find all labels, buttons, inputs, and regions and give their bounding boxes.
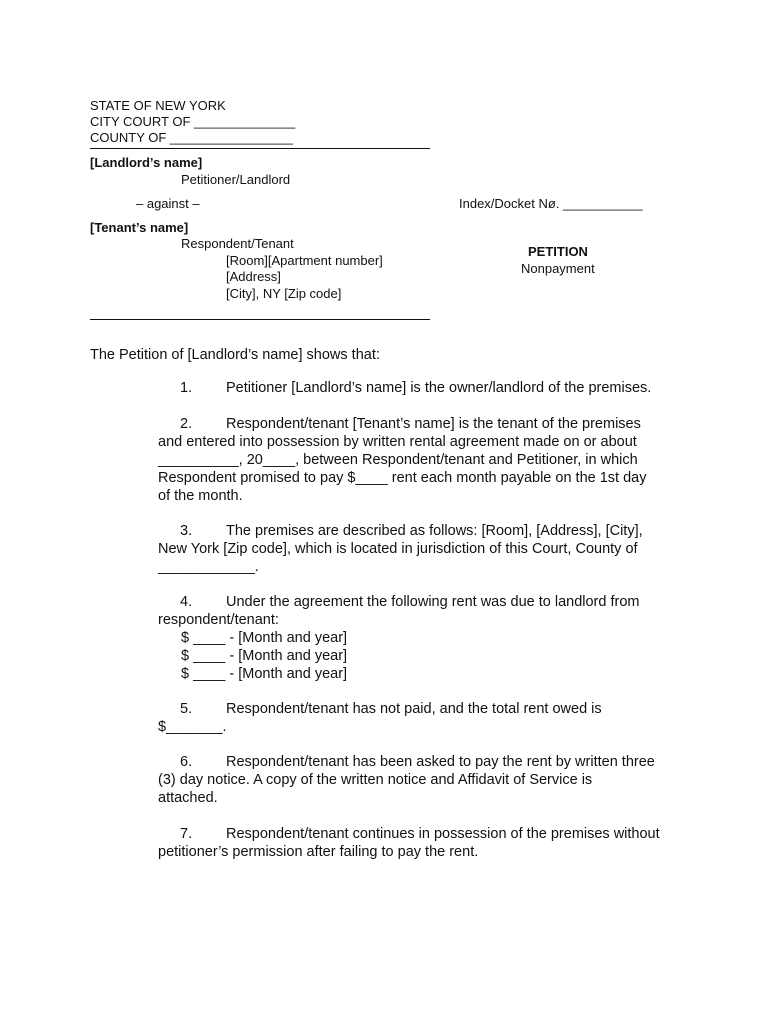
paragraph-text: Respondent/tenant has not paid, and the total rent owed is bbox=[226, 701, 602, 717]
paragraph-text: Under the agreement the following rent was due to landlord from bbox=[226, 594, 640, 610]
paragraph-text: of the month. bbox=[158, 488, 243, 504]
caption-bottom-rule bbox=[90, 319, 430, 320]
petition-intro: The Petition of [Landlord’s name] shows that: bbox=[90, 347, 380, 363]
paragraph-3 bbox=[158, 522, 688, 576]
rent-due-item: $ ____ - [Month and year] bbox=[181, 666, 348, 682]
document-subtitle: Nonpayment bbox=[521, 261, 595, 276]
paragraph-text: $_______. bbox=[158, 719, 227, 735]
court-state: STATE OF NEW YORK bbox=[90, 98, 226, 113]
tenant-role: Respondent/Tenant bbox=[181, 236, 294, 251]
paragraph-number: 2. bbox=[180, 416, 193, 432]
tenant-name: [Tenant’s name] bbox=[90, 220, 189, 235]
paragraph-number: 5. bbox=[180, 701, 193, 717]
against-label: – against – bbox=[136, 196, 200, 211]
paragraph-text: respondent/tenant: bbox=[158, 612, 279, 628]
paragraph-text: Petitioner [Landlord’s name] is the owner/landlord of the premises. bbox=[226, 380, 652, 396]
paragraph-text: ____________. bbox=[158, 559, 259, 575]
paragraph-text: (3) day notice. A copy of the written notice and Affidavit of Service is bbox=[158, 772, 593, 788]
index-docket-number: Index/Docket Nø. ___________ bbox=[459, 196, 643, 211]
paragraph-text: and entered into possession by written rental agreement made on or about bbox=[158, 434, 637, 450]
rent-due-item: $ ____ - [Month and year] bbox=[181, 630, 348, 646]
paragraph-5 bbox=[158, 700, 688, 736]
paragraph-text: Respondent/tenant continues in possession of the premises without bbox=[226, 826, 660, 842]
paragraph-text: Respondent/tenant has been asked to pay the rent by written three bbox=[226, 754, 655, 770]
paragraph-1 bbox=[158, 379, 688, 397]
paragraph-text: __________, 20____, between Respondent/tenant and Petitioner, in which bbox=[158, 452, 638, 468]
paragraph-text: The premises are described as follows: [Room], [Address], [City], bbox=[226, 523, 643, 539]
landlord-name: [Landlord’s name] bbox=[90, 155, 203, 170]
rent-due-item: $ ____ - [Month and year] bbox=[181, 648, 348, 664]
paragraph-4 bbox=[158, 593, 688, 683]
landlord-role: Petitioner/Landlord bbox=[181, 172, 291, 187]
tenant-address-line-3: [City], NY [Zip code] bbox=[226, 286, 342, 301]
paragraph-number: 3. bbox=[180, 523, 193, 539]
document-title: PETITION bbox=[528, 244, 588, 259]
tenant-address-line-2: [Address] bbox=[226, 269, 281, 284]
paragraph-6 bbox=[158, 753, 688, 807]
court-county: COUNTY OF _________________ bbox=[90, 130, 293, 145]
paragraph-number: 6. bbox=[180, 754, 193, 770]
paragraph-number: 7. bbox=[180, 826, 193, 842]
court-city: CITY COURT OF ______________ bbox=[90, 114, 296, 129]
paragraph-7 bbox=[158, 825, 688, 861]
paragraph-number: 1. bbox=[180, 380, 193, 396]
paragraph-text: attached. bbox=[158, 790, 218, 806]
paragraph-number: 4. bbox=[180, 594, 193, 610]
caption-top-rule bbox=[90, 148, 430, 149]
paragraph-text: Respondent promised to pay $____ rent each month payable on the 1st day bbox=[158, 470, 647, 486]
paragraph-text: petitioner’s permission after failing to pay the rent. bbox=[158, 844, 479, 860]
paragraph-text: Respondent/tenant [Tenant’s name] is the tenant of the premises bbox=[226, 416, 641, 432]
paragraph-text: New York [Zip code], which is located in jurisdiction of this Court, County of bbox=[158, 541, 638, 557]
tenant-address-line-1: [Room][Apartment number] bbox=[226, 253, 383, 268]
paragraph-2 bbox=[158, 415, 688, 505]
